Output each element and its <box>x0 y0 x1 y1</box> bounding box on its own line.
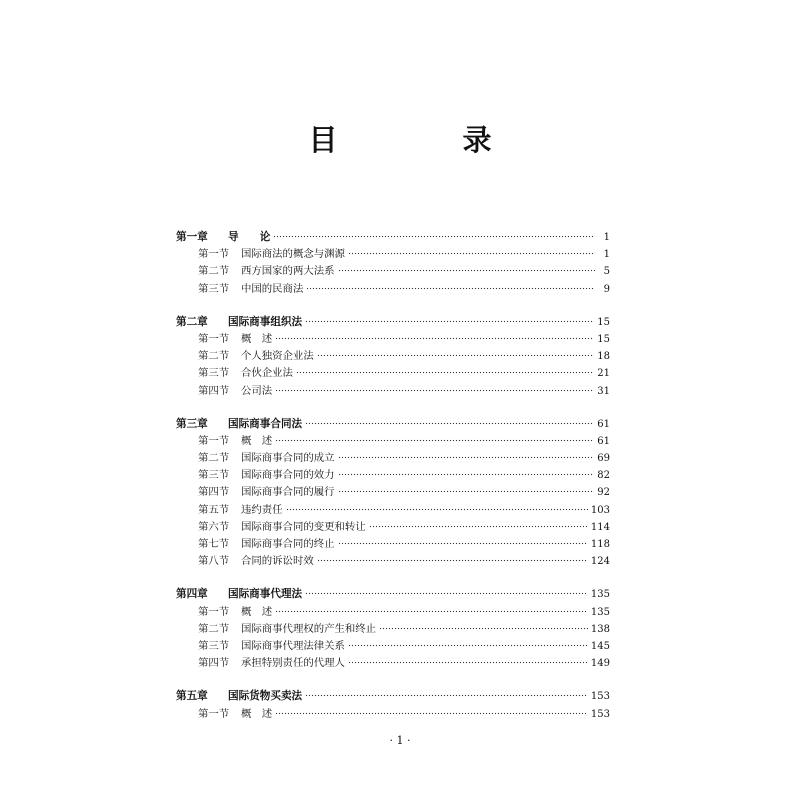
page-number: · 1 · <box>389 734 411 747</box>
toc-section-row[interactable] <box>176 430 610 447</box>
page-ref: 82 <box>597 470 610 482</box>
toc-section-row[interactable] <box>176 362 610 379</box>
section-number: 第二节 <box>198 350 230 363</box>
toc-section-row[interactable] <box>176 652 610 669</box>
section-title: 国际商事代理权的产生和终止 <box>241 622 377 635</box>
section-title: 国际商事合同的效力 <box>241 469 335 482</box>
page-ref: 5 <box>603 266 610 278</box>
section-number: 第八节 <box>198 555 230 568</box>
dot-leader <box>348 637 588 651</box>
section-number: 第四节 <box>198 486 230 499</box>
section-title: 国际商事合同的履行 <box>241 486 335 499</box>
dot-leader <box>338 535 588 549</box>
section-title: 国际商事代理法律关系 <box>241 639 345 652</box>
section-number: 第一节 <box>198 248 230 261</box>
section-number: 第六节 <box>198 520 230 533</box>
toc-section-row[interactable] <box>176 516 610 533</box>
chapter-number: 第一章 <box>176 231 208 243</box>
section-number: 第二节 <box>198 265 230 278</box>
toc-section-row[interactable] <box>176 499 610 516</box>
page-ref: 135 <box>590 606 610 618</box>
toc-section-row[interactable] <box>176 618 610 635</box>
page-ref: 149 <box>590 658 610 670</box>
section-number: 第四节 <box>198 384 230 397</box>
toc-section-row[interactable] <box>176 243 610 260</box>
table-of-contents <box>176 226 610 736</box>
page-ref: 1 <box>603 249 610 261</box>
section-title: 国际商法的概念与渊源 <box>241 248 345 261</box>
page-ref: 61 <box>597 435 610 447</box>
section-title: 国际商事合同的变更和转让 <box>241 520 366 533</box>
page-ref: 103 <box>590 504 610 516</box>
dot-leader <box>273 228 595 242</box>
section-number: 第一节 <box>198 605 230 618</box>
page-ref: 61 <box>597 418 610 430</box>
toc-chapter <box>176 583 610 669</box>
page-ref: 21 <box>597 368 610 380</box>
toc-chapter <box>176 311 610 397</box>
section-title: 国际商事合同的成立 <box>241 452 335 465</box>
chapter-number: 第三章 <box>176 417 208 430</box>
chapter-title: 导 论 <box>228 231 271 243</box>
chapter-title: 国际商事组织法 <box>228 315 303 328</box>
toc-chapter <box>176 685 610 719</box>
page-ref: 18 <box>597 351 610 363</box>
chapter-title: 国际商事合同法 <box>228 417 303 430</box>
toc-section-row[interactable] <box>176 550 610 567</box>
dot-leader <box>348 654 588 668</box>
chapter-title: 国际货物买卖法 <box>228 690 303 703</box>
page-ref: 9 <box>603 283 610 295</box>
section-title: 个人独资企业法 <box>241 350 314 363</box>
toc-section-row[interactable] <box>176 345 610 362</box>
page-ref: 124 <box>590 556 610 568</box>
section-title: 公司法 <box>241 384 273 397</box>
dot-leader <box>305 687 588 701</box>
dot-leader <box>275 382 594 396</box>
section-title: 概 述 <box>241 605 273 618</box>
toc-section-row[interactable] <box>176 464 610 481</box>
section-title: 中国的民商法 <box>241 282 304 295</box>
dot-leader <box>317 347 595 361</box>
dot-leader <box>305 585 588 599</box>
dot-leader <box>379 620 588 634</box>
section-title: 国际商事合同的终止 <box>241 538 335 550</box>
section-number: 第三节 <box>198 639 230 652</box>
section-title: 合伙企业法 <box>241 367 293 380</box>
section-number: 第三节 <box>198 367 230 380</box>
section-number: 第五节 <box>198 503 230 516</box>
page-ref: 153 <box>590 691 610 703</box>
dot-leader <box>338 466 595 480</box>
page-ref: 145 <box>590 640 610 652</box>
page-ref: 15 <box>597 316 610 328</box>
chapter-number: 第二章 <box>176 315 208 328</box>
toc-chapter-row[interactable] <box>176 226 610 243</box>
section-number: 第七节 <box>198 538 230 550</box>
dot-leader <box>296 364 594 378</box>
toc-section-row[interactable] <box>176 278 610 295</box>
page-ref: 135 <box>590 589 610 601</box>
page-ref: 15 <box>597 333 610 345</box>
page-ref: 114 <box>590 521 610 533</box>
section-number: 第四节 <box>198 657 230 670</box>
toc-section-row[interactable] <box>176 260 610 277</box>
page-ref: 1 <box>603 232 610 243</box>
toc-section-row[interactable] <box>176 328 610 345</box>
section-number: 第三节 <box>198 282 230 295</box>
page-ref: 31 <box>597 385 610 397</box>
toc-section-row[interactable] <box>176 703 610 720</box>
dot-leader <box>275 603 588 617</box>
section-number: 第三节 <box>198 469 230 482</box>
section-title: 概 述 <box>241 332 273 345</box>
page-title: 目 录 <box>308 123 540 157</box>
chapter-number: 第五章 <box>176 690 208 703</box>
page-ref: 118 <box>590 539 610 550</box>
section-number: 第一节 <box>198 332 230 345</box>
toc-section-row[interactable] <box>176 380 610 397</box>
toc-chapter-row[interactable] <box>176 685 610 702</box>
dot-leader <box>305 415 594 429</box>
toc-chapter-row[interactable] <box>176 583 610 600</box>
page-ref: 69 <box>597 453 610 465</box>
section-number: 第二节 <box>198 452 230 465</box>
toc-chapter <box>176 413 610 568</box>
dot-leader <box>286 501 588 515</box>
toc-chapter <box>176 226 610 295</box>
dot-leader <box>305 313 594 327</box>
section-number: 第一节 <box>198 434 230 447</box>
page-ref: 92 <box>597 487 610 499</box>
chapter-title: 国际商事代理法 <box>228 588 303 601</box>
toc-section-row[interactable] <box>176 601 610 618</box>
dot-leader <box>338 262 595 276</box>
section-number: 第一节 <box>198 707 230 720</box>
toc-chapter-row[interactable] <box>176 311 610 328</box>
page-ref: 138 <box>590 623 610 635</box>
dot-leader <box>338 483 595 497</box>
dot-leader <box>275 330 594 344</box>
page-ref: 153 <box>590 708 610 720</box>
toc-chapter-row[interactable] <box>176 413 610 430</box>
section-title: 概 述 <box>241 707 273 720</box>
dot-leader <box>369 518 588 532</box>
section-title: 合同的诉讼时效 <box>241 555 314 568</box>
toc-section-row[interactable] <box>176 533 610 550</box>
section-number: 第二节 <box>198 622 230 635</box>
dot-leader <box>275 432 594 446</box>
toc-section-row[interactable] <box>176 447 610 464</box>
dot-leader <box>275 705 588 719</box>
section-title: 违约责任 <box>241 503 283 516</box>
section-title: 西方国家的两大法系 <box>241 265 335 278</box>
dot-leader <box>306 280 595 294</box>
toc-section-row[interactable] <box>176 481 610 498</box>
section-title: 承担特别责任的代理人 <box>241 657 345 670</box>
dot-leader <box>348 245 595 259</box>
toc-section-row[interactable] <box>176 635 610 652</box>
dot-leader <box>338 449 595 463</box>
dot-leader <box>317 552 588 566</box>
section-title: 概 述 <box>241 434 273 447</box>
chapter-number: 第四章 <box>176 588 208 601</box>
